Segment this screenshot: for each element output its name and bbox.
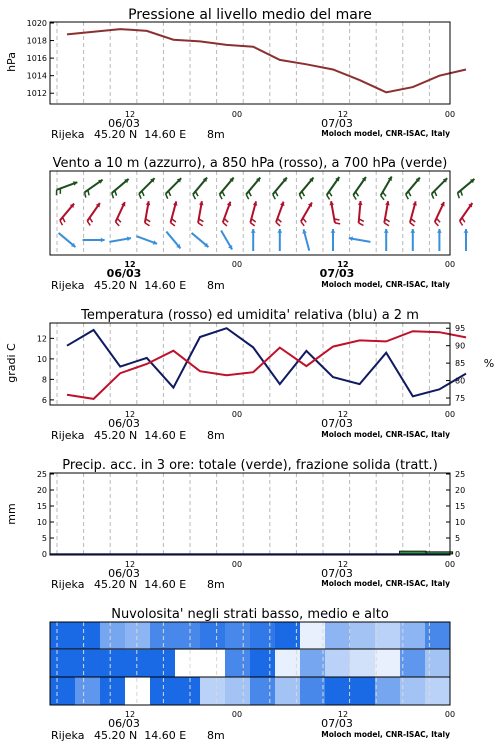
temperature-frame	[50, 323, 450, 405]
cloud-cell	[350, 677, 375, 705]
wind-barb	[460, 203, 473, 226]
wind-barb	[57, 181, 78, 195]
cloud-cell	[325, 622, 350, 650]
wind-barb	[85, 180, 103, 198]
humidity-ylabel: %	[483, 357, 495, 370]
wind-title: Vento a 10 m (azzurro), a 850 hPa (rosso), a 700 hPa (verde)	[52, 156, 448, 171]
wind-barb	[251, 229, 256, 251]
precipitation-right-tick-label: 25	[455, 470, 466, 479]
wind-barb	[458, 179, 475, 198]
pressure-title: Pressione al livello medio del mare	[128, 7, 372, 23]
station-elev: 8m	[207, 429, 225, 442]
wind-barb	[437, 229, 442, 251]
cloud-cell	[150, 677, 175, 705]
precipitation-tick-label: 15	[36, 502, 47, 511]
wind-barb	[464, 229, 469, 251]
wind-barb	[410, 201, 417, 226]
wind-barb	[193, 178, 207, 200]
precipitation-tick-label: 5	[41, 534, 47, 543]
wind-barb	[220, 178, 234, 200]
pressure-line	[67, 29, 466, 92]
temperature-time-axis	[108, 410, 455, 430]
station-coords: 45.20 N 14.60 E	[94, 578, 187, 591]
model-credit: Moloch model, CNR-ISAC, Italy	[321, 579, 450, 588]
wind-barb	[250, 201, 257, 226]
precipitation-hour-3: 12	[337, 560, 349, 569]
pressure-tick-label: 1020	[26, 19, 47, 28]
wind-barb	[192, 233, 209, 247]
wind-date-1: 06/03	[106, 267, 142, 280]
wind-hour-4: 00	[444, 260, 456, 269]
pressure-footer	[51, 128, 450, 141]
wind-barb	[358, 201, 364, 225]
precipitation-footer	[51, 578, 450, 591]
pressure-ylabel: hPa	[5, 52, 18, 72]
wind-barb	[349, 236, 371, 242]
model-credit: Moloch model, CNR-ISAC, Italy	[321, 730, 450, 739]
cloud-date-2: 07/03	[321, 717, 353, 730]
cloud-cell	[150, 650, 175, 678]
cloud-date-1: 06/03	[108, 717, 140, 730]
station-name: Rijeka	[51, 729, 85, 742]
cloud-hour-2: 00	[231, 710, 243, 719]
temperature-grid	[57, 323, 429, 405]
cloud-cell	[250, 650, 275, 678]
cloud-cell	[175, 622, 200, 650]
pressure-date-2: 07/03	[321, 117, 353, 130]
cloud-hour-1: 12	[124, 710, 136, 719]
humidity-tick-label: 95	[455, 324, 466, 334]
temperature-tick-label: 12	[36, 334, 47, 344]
precipitation-date-2: 07/03	[321, 567, 353, 580]
wind-barb	[432, 178, 448, 198]
pressure-time-axis	[108, 110, 455, 130]
precipitation-yticks-right	[446, 470, 465, 559]
precipitation-frame	[50, 473, 450, 555]
wind-barb	[166, 178, 182, 198]
wind-time-axis	[107, 260, 455, 280]
station-elev: 8m	[207, 578, 225, 591]
model-credit: Moloch model, CNR-ISAC, Italy	[321, 129, 450, 138]
wind-barb	[171, 201, 178, 226]
precipitation-right-tick-label: 20	[455, 486, 466, 495]
precipitation-tick-label: 10	[36, 518, 47, 527]
precipitation-panel	[5, 458, 465, 591]
wind-grid	[57, 171, 429, 255]
cloud-cell	[325, 650, 350, 678]
precipitation-time-axis	[108, 560, 455, 580]
wind-barb	[223, 202, 231, 226]
cloud-cell	[375, 650, 400, 678]
temperature-footer	[51, 429, 450, 442]
wind-barb	[83, 238, 105, 243]
cloud-hour-4: 00	[444, 710, 456, 719]
temperature-date-1: 06/03	[108, 417, 140, 430]
precipitation-right-tick-label: 15	[455, 502, 466, 511]
precipitation-date-1: 06/03	[108, 567, 140, 580]
wind-barb	[136, 236, 157, 244]
cloud-cell	[425, 650, 450, 678]
cloud-cell	[100, 677, 125, 705]
cloud-cell	[125, 677, 150, 705]
precipitation-right-tick-label: 0	[455, 550, 461, 559]
pressure-tick-label: 1016	[26, 54, 47, 64]
wind-barb	[59, 233, 76, 247]
wind-barbs	[57, 176, 475, 251]
temperature-title: Temperatura (rosso) ed umidita' relativa (blu) a 2 m	[81, 308, 419, 323]
wind-barb	[112, 179, 129, 198]
temperature-hour-3: 12	[337, 410, 349, 419]
cloud-cell	[300, 677, 325, 705]
pressure-hour-1: 12	[124, 110, 136, 119]
cloud-cell	[250, 677, 275, 705]
wind-barb	[299, 178, 313, 200]
temperature-tick-label: 10	[36, 354, 47, 364]
wind-barb	[109, 236, 131, 242]
wind-barb	[410, 229, 415, 251]
station-coords: 45.20 N 14.60 E	[94, 279, 187, 292]
cloud-cell	[75, 677, 100, 705]
wind-panel	[50, 156, 474, 292]
wind-hour-1: 12	[124, 260, 136, 269]
wind-barb	[246, 178, 260, 200]
wind-barb	[166, 232, 180, 249]
pressure-hour-4: 00	[444, 110, 456, 119]
precipitation-tick-label: 0	[41, 550, 47, 559]
station-name: Rijeka	[51, 578, 85, 591]
wind-hour-2: 00	[231, 260, 243, 269]
precipitation-hour-1: 12	[124, 560, 136, 569]
station-name: Rijeka	[51, 128, 85, 141]
precipitation-hour-2: 00	[231, 560, 243, 569]
temperature-date-2: 07/03	[321, 417, 353, 430]
wind-barb	[384, 201, 390, 226]
cloud-footer	[51, 729, 450, 742]
wind-barb	[198, 201, 204, 226]
cloud-cell	[325, 677, 350, 705]
wind-date-2: 07/03	[319, 267, 355, 280]
cloud-cell	[175, 650, 200, 678]
temperature-yticks	[37, 334, 54, 405]
cloud-cell	[75, 622, 100, 650]
station-elev: 8m	[207, 279, 225, 292]
cloud-cell	[125, 650, 150, 678]
wind-barb	[301, 202, 312, 225]
temperature-tick-label: 6	[41, 395, 47, 405]
precipitation-right-tick-label: 10	[455, 518, 466, 527]
cloud-cell	[225, 622, 250, 650]
temperature-panel	[5, 308, 494, 442]
cloud-cell	[150, 622, 175, 650]
precipitation-title: Precip. acc. in 3 ore: totale (verde), frazione solida (tratt.)	[62, 458, 438, 473]
cloud-cell	[400, 650, 425, 678]
wind-barb	[329, 201, 340, 224]
wind-barb	[381, 176, 392, 199]
humidity-tick-label: 80	[455, 376, 466, 386]
wind-barb	[302, 229, 309, 250]
wind-barb	[353, 177, 366, 200]
cloud-cell	[425, 622, 450, 650]
cloud-cell	[100, 650, 125, 678]
station-name: Rijeka	[51, 279, 85, 292]
cloud-cell	[200, 650, 225, 678]
cloud-cell	[225, 650, 250, 678]
wind-hour-3: 12	[337, 260, 349, 269]
station-coords: 45.20 N 14.60 E	[94, 429, 187, 442]
wind-footer	[51, 279, 450, 292]
cloud-cell	[200, 622, 225, 650]
cloud-cell	[225, 677, 250, 705]
pressure-tick-label: 1018	[26, 36, 47, 46]
cloud-cell	[75, 650, 100, 678]
humidity-tick-label: 90	[455, 341, 466, 351]
wind-barb	[87, 203, 100, 226]
wind-barb	[145, 201, 151, 226]
temperature-hour-1: 12	[124, 410, 136, 419]
wind-barb	[327, 177, 340, 200]
precipitation-grid	[57, 473, 429, 554]
cloud-cell	[400, 622, 425, 650]
cloud-cell	[250, 622, 275, 650]
temperature-hour-2: 00	[231, 410, 243, 419]
wind-barb	[384, 229, 389, 251]
cloud-cell	[350, 650, 375, 678]
humidity-line	[67, 328, 466, 396]
precipitation-ylabel: mm	[5, 503, 18, 525]
precipitation-tick-label: 20	[36, 486, 47, 495]
model-credit: Moloch model, CNR-ISAC, Italy	[321, 430, 450, 439]
pressure-date-1: 06/03	[108, 117, 140, 130]
cloud-cell	[350, 622, 375, 650]
station-name: Rijeka	[51, 429, 85, 442]
temperature-hour-4: 00	[444, 410, 456, 419]
model-credit: Moloch model, CNR-ISAC, Italy	[321, 280, 450, 289]
cloud-cell	[100, 622, 125, 650]
cloud-cell	[125, 622, 150, 650]
cloud-cell	[375, 622, 400, 650]
station-elev: 8m	[207, 128, 225, 141]
pressure-tick-label: 1014	[26, 71, 47, 81]
humidity-tick-label: 85	[455, 359, 466, 369]
cloud-time-axis	[108, 710, 455, 730]
precipitation-tick-label: 25	[36, 470, 47, 479]
cloud-hour-3: 12	[337, 710, 349, 719]
wind-barb	[276, 202, 284, 226]
cloud-cell	[425, 677, 450, 705]
cloud-cell	[200, 677, 225, 705]
cloud-cell	[300, 622, 325, 650]
station-coords: 45.20 N 14.60 E	[94, 729, 187, 742]
cloud-panel	[50, 607, 455, 742]
precipitation-yticks	[37, 470, 54, 559]
cloud-cell	[50, 622, 75, 650]
station-elev: 8m	[207, 729, 225, 742]
pressure-panel	[5, 7, 466, 141]
cloud-cell	[400, 677, 425, 705]
pressure-hour-2: 00	[231, 110, 243, 119]
precipitation-hour-4: 00	[444, 560, 456, 569]
wind-barb	[331, 229, 336, 251]
wind-barb	[406, 178, 420, 200]
wind-barb	[221, 230, 232, 249]
cloud-cell	[375, 677, 400, 705]
pressure-grid	[57, 22, 429, 104]
temperature-tick-label: 8	[41, 375, 47, 385]
wind-barb	[435, 202, 445, 226]
wind-barb	[116, 202, 126, 226]
station-coords: 45.20 N 14.60 E	[94, 128, 187, 141]
wind-barb	[139, 178, 155, 198]
humidity-tick-label: 75	[455, 394, 466, 404]
cloud-cell	[175, 677, 200, 705]
wind-barb	[273, 178, 287, 200]
wind-barb	[60, 204, 74, 226]
cloud-cell	[300, 650, 325, 678]
cloud-cell	[50, 677, 75, 705]
cloud-title: Nuvolosita' negli strati basso, medio e alto	[111, 607, 389, 622]
wind-barb	[277, 229, 282, 251]
pressure-tick-label: 1012	[26, 89, 47, 99]
cloud-cell	[50, 650, 75, 678]
pressure-hour-3: 12	[337, 110, 349, 119]
precipitation-right-tick-label: 5	[455, 534, 461, 543]
temperature-ylabel: gradi C	[5, 343, 18, 383]
